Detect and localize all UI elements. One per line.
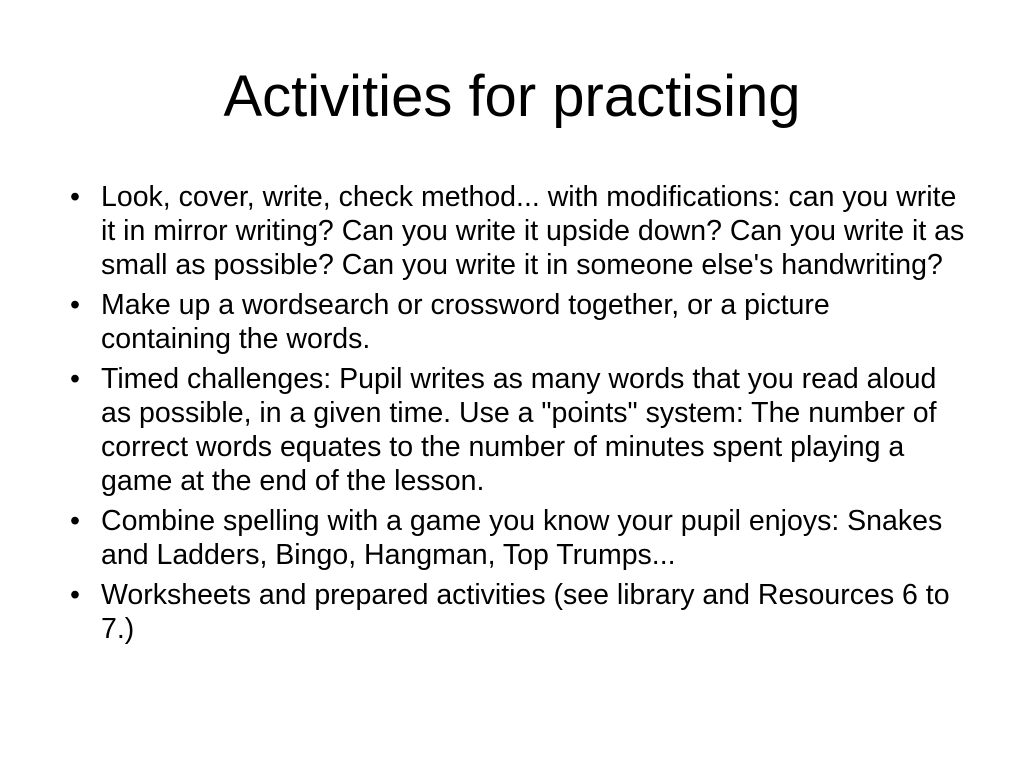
bullet-item-worksheets [55, 578, 965, 646]
bullet-text: Look, cover, write, check method... with modifications: can you write it in mirror writing? Can you write it upside down? Can you write it as small as possible? Can you write it in someone else's handwriting? [101, 181, 965, 281]
bullet-list [55, 180, 965, 652]
bullet-text: Make up a wordsearch or crossword together, or a picture containing the words. [101, 289, 830, 355]
bullet-item-wordsearch [55, 288, 965, 356]
bullet-text: Timed challenges: Pupil writes as many words that you read aloud as possible, in a given time. Use a "points" system: The number of correct words equates to the number of minutes spent playing a game at the end of the lesson. [101, 363, 937, 497]
bullet-item-timed-challenges [55, 362, 965, 498]
bullet-text: Combine spelling with a game you know your pupil enjoys: Snakes and Ladders, Bingo, Hangman, Top Trumps... [101, 505, 943, 571]
bullet-item-look-cover-write-check [55, 180, 965, 282]
bullet-point-icon: • [70, 289, 80, 321]
bullet-item-combine-spelling-game [55, 504, 965, 572]
bullet-point-icon: • [70, 505, 80, 537]
bullet-point-icon: • [70, 181, 80, 213]
slide-title: Activities for practising [223, 64, 801, 129]
bullet-point-icon: • [70, 579, 80, 611]
bullet-text: Worksheets and prepared activities (see library and Resources 6 to 7.) [101, 579, 950, 645]
bullet-point-icon: • [70, 363, 80, 395]
